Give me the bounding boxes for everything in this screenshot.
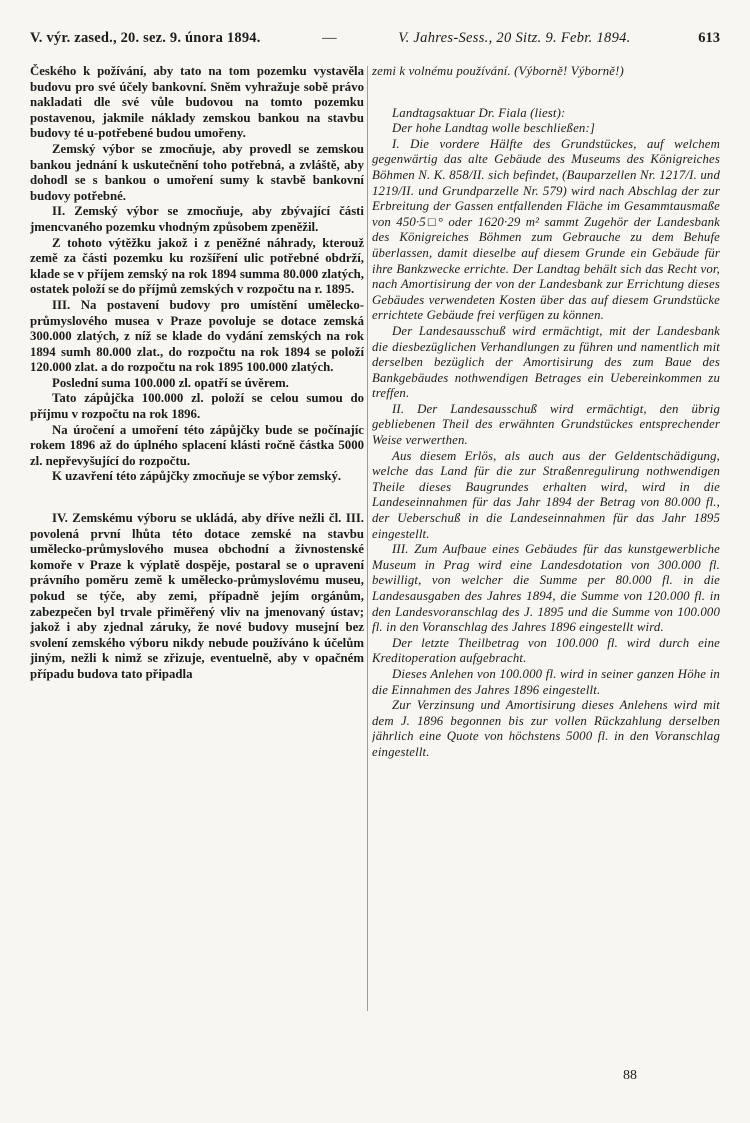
- paragraph: Zur Verzinsung und Amortisirung dieses Anlehens wird mit dem J. 1896 begonnen bis zur vollen Rückzahlung derselben jährlich eine Quote von höchstens 5000 fl. in den Voranschlag eingestellt.: [372, 698, 720, 759]
- paragraph: Tato zápůjčka 100.000 zl. položí se celou sumou do příjmu v rozpočtu na rok 1896.: [30, 391, 364, 422]
- running-header: [30, 30, 720, 58]
- column-divider: [367, 66, 368, 1011]
- paragraph: IV. Zemskému výboru se ukládá, aby dříve nežli čl. III. povolená první lhůta této dotace zemské na stavbu umělecko-průmyslového musea obchodní a živnostenské komoře v Praze k výplatě dospěje, postaral se o upravení právního poměru země k umělecko-průmyslovému museu, pokud se týče, aby zemi, případně jejím orgánům, zabezpečen byl trvale přiměřený vliv na jmenovaný ústav; jakož i aby zjednal záruky, že nové budovy musejní bez svolení zemského výboru nikdy nebude používáno k účelům jiným, nežli k nimž se zřizuje, eventuelně, aby v opačném případu budova tato připadla: [30, 511, 364, 681]
- paragraph: K uzavření této zápůjčky zmocňuje se výbor zemský.: [52, 469, 342, 484]
- paragraph: Zemský výbor se zmocňuje, aby provedl se zemskou bankou jednání k uskutečnění toho potřebná, a zvláště, aby dohodl se s bankou o umoření sumy k stavbě bankovní budovy potřebné.: [30, 141, 364, 203]
- paragraph: Der Landesausschuß wird ermächtigt, mit der Landesbank die diesbezüglichen Verhandlungen zu führen und namentlich mit derselben bezüglich der Amortisirung des zum Baue des Bankgebäudes nothwendigen Betrages ein Uebereinkommen zu treffen.: [372, 323, 720, 401]
- paragraph: Poslední suma 100.000 zl. opatří se úvěrem.: [52, 375, 289, 390]
- speaker-line: Landtagsaktuar Dr. Fiala (liest):: [392, 105, 566, 120]
- german-column: [372, 64, 720, 1094]
- paragraph: II. Der Landesausschuß wird ermächtigt, den übrig gebliebenen Theil des erwähnten Grundstückes entsprechender Weise verwerthen.: [372, 401, 720, 448]
- paragraph: II. Zemský výbor se zmocňuje, aby zbývající části jmencvaného pozemku vhodným způsobem zpeněžil.: [30, 204, 364, 234]
- paragraph: Der letzte Theilbetrag von 100.000 fl. wird durch eine Kreditoperation aufgebracht.: [372, 635, 720, 666]
- paragraph: Z tohoto výtěžku jakož i z peněžné náhrady, kterouž země za části pozemku ku rozšíření ulic potřebné obdrží, klade se v příjem zemský na rok 1894 summa 80.000 zlatých, ostatek položí se do příjmů zemských v rozpočtu na r. 1895.: [30, 235, 364, 297]
- paragraph: III. Na postavení budovy pro umístění umělecko-průmyslového musea v Praze povoluje se dotace zemská 300.000 zlatých, z níž se klade do vydání zemských na rok 1894 sumh 80.000 zlat., do rozpočtu na rok 1894 se položí 120.000 zlat. a do rozpočtu na rok 1895 100.000 zlatých.: [30, 297, 364, 375]
- paragraph: III. Zum Aufbaue eines Gebäudes für das kunstgewerbliche Museum in Prag wird eine Landesdotation von 300.000 fl. bewilligt, von welcher die Summe per 80.000 fl. in die Landesausgaben des Jahres 1894, die Summe von 120.000 fl. in den Landesvoranschlag des J. 1895 und die Summe von 100.000 fl. in den Voranschlag des Jahres 1896 eingestellt wird.: [372, 542, 720, 635]
- header-german: V. Jahres-Sess., 20 Sitz. 9. Febr. 1894.: [398, 30, 631, 46]
- header-czech: V. výr. zased., 20. sez. 9. února 1894.: [30, 30, 261, 46]
- paragraph: Dieses Anlehen von 100.000 fl. wird in seiner ganzen Höhe in die Einnahmen des Jahres 1896 eingestellt.: [372, 666, 720, 697]
- paragraph: Českého k požívání, aby tato na tom pozemku vystavěla budovu pro své účely bankovní. Sněm vyhražuje sobě právo nakladati dle své vůle budovou na tomto pozemku postavenou, jakmile náklady zemskou bankou na stavbu budovy té u-potřebené budou umořeny.: [30, 64, 364, 141]
- paragraph: zemi k volnému používání. (Výborně! Výborně!): [372, 64, 624, 78]
- paragraph: I. Die vordere Hälfte des Grundstückes, auf welchem gegenwärtig das alte Gebäude des Museums des Königreiches Böhmen N. K. 858/II. sich befindet, (Bauparzellen Nr. 1217/I. und 1219/II. und Grundparzelle Nr. 579) wird nach Abschlag der zur Erbreitung der Gassen entfallenden Fläche im Gesammtausmaße von 450·5□° oder 1620·29 m² sammt Zugehör der Landesbank des Königreiches Böhmen zum Gebrauche zu dem Behufe überlassen, damit dieselbe auf diesem Grunde ein Gebäude für ihre Bankzwecke errichte. Der Landtag behält sich das Recht vor, nach Amortisirung der von der Landesbank zur Errichtung dieses Gebäudes verwendeten Kosten über das auf diesem Grundstücke errichtete Gebäude frei verfügen zu können.: [372, 136, 720, 323]
- footer-folio: 88: [623, 1068, 637, 1083]
- czech-column: [30, 64, 364, 1094]
- header-separator: —: [322, 30, 337, 46]
- paragraph: Der hohe Landtag wolle beschließen:]: [392, 121, 596, 136]
- paragraph: Na úročení a umoření této zápůjčky bude se počínajíc rokem 1896 až do úplného splacení klásti ročně částka 5000 zl. nepřevyšující do rozpočtu.: [30, 422, 364, 468]
- page-number: 613: [698, 30, 720, 46]
- paragraph: Aus diesem Erlös, als auch aus der Geldentschädigung, welche das Land für die zur Straßenregulirung nothwendigen Theile dieses Baugrundes erhalten wird, wird in die Landeseinnahmen für das Jahr 1894 der Betrag von 80.000 fl., der Ueberschuß in die Landeseinnahmen für das Jahr 1895 eingestellt.: [372, 448, 720, 541]
